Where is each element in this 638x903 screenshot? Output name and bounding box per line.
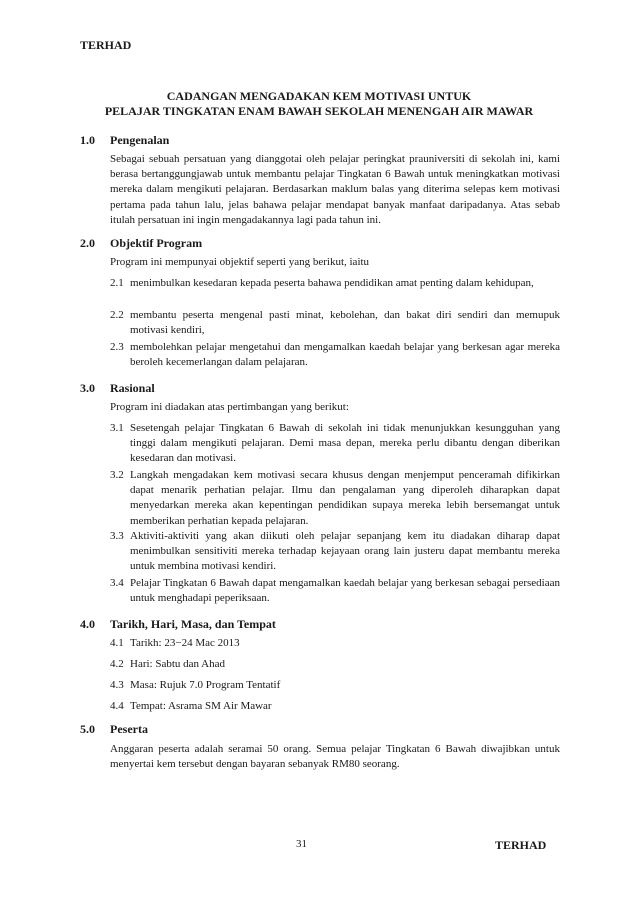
list-item-number: 3.2: [110, 469, 124, 481]
section-number: 2.0: [80, 236, 95, 250]
list-item-number: 3.3: [110, 530, 124, 542]
section-paragraph: Program ini diadakan atas pertimbangan yang berikut:: [110, 401, 349, 413]
list-item-text: Hari: Sabtu dan Ahad: [130, 658, 226, 670]
list-item-number: 2.3: [110, 341, 124, 353]
section-number: 4.0: [80, 617, 95, 631]
title-line-1: CADANGAN MENGADAKAN KEM MOTIVASI UNTUK: [166, 89, 472, 103]
list-item-text: Sesetengah pelajar Tingkatan 6 Bawah di sekolah ini tidak menunjukkan kesungguhan yang tinggi dalam mengikuti pelajaran. Demi masa depan, mereka perlu dibantu dengan diberikan kesedaran dan motivasi.: [130, 422, 560, 465]
list-item-number: 2.1: [110, 277, 124, 289]
list-item-number: 4.3: [110, 679, 124, 691]
list-item-number: 3.4: [110, 577, 124, 589]
section-number: 1.0: [80, 133, 95, 147]
list-item-number: 2.2: [110, 309, 124, 321]
list-item-number: 4.1: [110, 637, 124, 649]
list-item-number: 4.4: [110, 700, 124, 712]
document-title: [80, 89, 558, 119]
list-item-text: membolehkan pelajar mengetahui dan mengamalkan kaedah belajar yang berkesan agar mereka beroleh kecemerlangan dalam pelajaran.: [130, 341, 560, 369]
section-heading: Pengenalan: [110, 133, 170, 147]
section-heading: Tarikh, Hari, Masa, dan Tempat: [110, 617, 276, 631]
list-item-text: Tempat: Asrama SM Air Mawar: [130, 700, 272, 712]
section-number: 3.0: [80, 381, 95, 395]
section-paragraph: Program ini mempunyai objektif seperti yang berikut, iaitu: [110, 256, 370, 268]
list-item-number: 4.2: [110, 658, 124, 670]
section-paragraph: Anggaran peserta adalah seramai 50 orang. Semua pelajar Tingkatan 6 Bawah diwajibkan untuk menyertai kem tersebut dengan bayaran sebanyak RM80 seorang.: [110, 743, 560, 771]
list-item-text: Langkah mengadakan kem motivasi secara khusus dengan menjemput penceramah difikirkan dapat menarik perhatian pelajar. Ilmu dan pengalaman yang diperoleh diharapkan dapat menyedarkan mereka akan kepentingan pendidikan supaya mereka lebih bersemangat untuk memberikan perhatian kepada pelajaran.: [130, 469, 560, 527]
title-line-2: PELAJAR TINGKATAN ENAM BAWAH SEKOLAH MENENGAH AIR MAWAR: [104, 104, 534, 118]
section-number: 5.0: [80, 722, 95, 736]
list-item-text: Aktiviti-aktiviti yang akan diikuti oleh pelajar sepanjang kem itu diadakan diharap dapat menimbulkan sensitiviti mereka terhadap kejayaan orang lain justeru dapat membantu mereka untuk membina motivasi kendiri.: [130, 530, 560, 573]
section-heading: Peserta: [110, 722, 148, 736]
page-number: 31: [296, 838, 307, 850]
list-item-text: Tarikh: 23−24 Mac 2013: [130, 637, 240, 649]
list-item-text: membantu peserta mengenal pasti minat, kebolehan, dan bakat diri sendiri dan memupuk motivasi kendiri,: [130, 309, 560, 337]
list-item-number: 3.1: [110, 422, 124, 434]
section-heading: Objektif Program: [110, 236, 203, 250]
header-classification: TERHAD: [80, 38, 132, 52]
section-heading: Rasional: [110, 381, 155, 395]
footer-classification: TERHAD: [495, 838, 547, 852]
list-item-text: menimbulkan kesedaran kepada peserta bahawa pendidikan amat penting dalam kehidupan,: [130, 277, 534, 289]
list-item-text: Pelajar Tingkatan 6 Bawah dapat mengamalkan kaedah belajar yang berkesan sebagai persediaan untuk menghadapi peperiksaan.: [130, 577, 560, 605]
section-paragraph: Sebagai sebuah persatuan yang dianggotai oleh pelajar peringkat prauniversiti di sekolah ini, kami berasa bertanggungjawab untuk membantu pelajar Tingkatan 6 Bawah untuk meningkatkan motivasi mereka dalam mengikuti pelajaran. Berdasarkan maklum balas yang diterima selepas kem motivasi pertama pada tahun lalu, jelas bahawa pelajar mendapat banyak manfaat daripadanya. Atas sebab itulah persatuan ini ingin mengadakannya lagi pada tahun ini.: [110, 153, 560, 226]
list-item-text: Masa: Rujuk 7.0 Program Tentatif: [130, 679, 281, 691]
